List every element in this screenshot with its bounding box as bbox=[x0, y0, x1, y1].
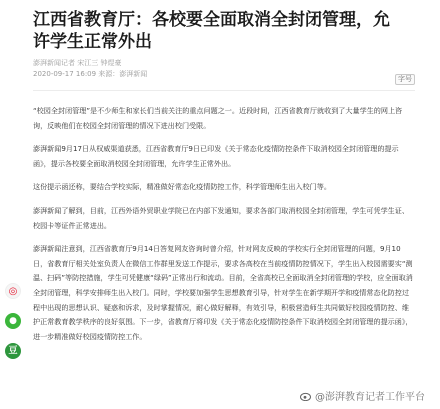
article-paragraph: 这份提示函还称，要结合学校实际，精准做好常态化疫情防控工作，科学管理师生出入校门等。 bbox=[33, 182, 331, 192]
weibo-icon[interactable]: ◎ bbox=[5, 283, 21, 299]
article-body bbox=[33, 104, 413, 353]
article-paragraph: 澎湃新闻了解到，目前，江西外语外贸职业学院已在内部下发通知，要求各部门取消校园全封闭管理，学生可凭学生证、校园卡等证件正常进出。 bbox=[33, 205, 409, 230]
article-title: 江西省教育厅：各校要全面取消全封闭管理，允许学生正常外出 bbox=[33, 10, 390, 52]
douban-icon[interactable]: 豆 bbox=[5, 343, 21, 359]
article-paragraph: 澎湃新闻9月17日从权威渠道获悉，江西省教育厅9日已印发《关于常态化疫情防控条件下取消校园全封闭管理的提示函》，提示各校要全面取消校园全封闭管理，允许学生正常外出。 bbox=[33, 144, 399, 168]
watermark bbox=[300, 388, 425, 403]
weibo-logo-icon bbox=[300, 391, 312, 401]
article-paragraph: “校园全封闭管理”是不少师生和家长们当前关注的重点问题之一。近段时间，江西省教育厅就收到了大量学生的网上咨询，反映他们在校园全封闭管理的情况下进出校门受限。 bbox=[33, 106, 403, 130]
header-divider bbox=[33, 90, 415, 91]
watermark-text: @澎湃教育记者工作平台 bbox=[315, 392, 425, 403]
font-size-button[interactable]: 字号 bbox=[395, 74, 415, 85]
article-date-source: 2020-09-17 16:09 来源：澎湃新闻 bbox=[33, 70, 148, 78]
article-paragraph: 澎湃新闻注意到，江西省教育厅9月14日答复网友咨询时曾介绍，针对网友反映的学校实行全封闭管理的问题，9月10日，省教育厅相关处室负责人在微信工作群里发送工作提示，要求各高校在当前疫情防控情况下，学生出入校园需要实“测温、扫码”等防控措施，学生可凭健康“绿码”正常出行和流动。目前，全省高校已全面取消全封闭管理的学校，应全面取消全封闭管理，科学安排师生出入校门。同时，学校要加强学生思想教育引导，针对学生在新学期开学和疫情常态化防控过程中出现的思想认识、疑惑和诉求，及时掌握情况，耐心做好解释，有效引导，积极营造师生共同做好校园疫情防控、维护正常教育教学秩序的良好氛围。下一步，省教育厅将印发《关于常态化疫情防控条件下取消校园全封闭管理的提示函》，进一步精准做好校园疫情防控工作。 bbox=[33, 244, 413, 341]
wechat-icon[interactable]: ● bbox=[5, 313, 21, 329]
article-authors: 澎湃新闻记者 宋江三 钟煜豪 bbox=[33, 59, 122, 67]
